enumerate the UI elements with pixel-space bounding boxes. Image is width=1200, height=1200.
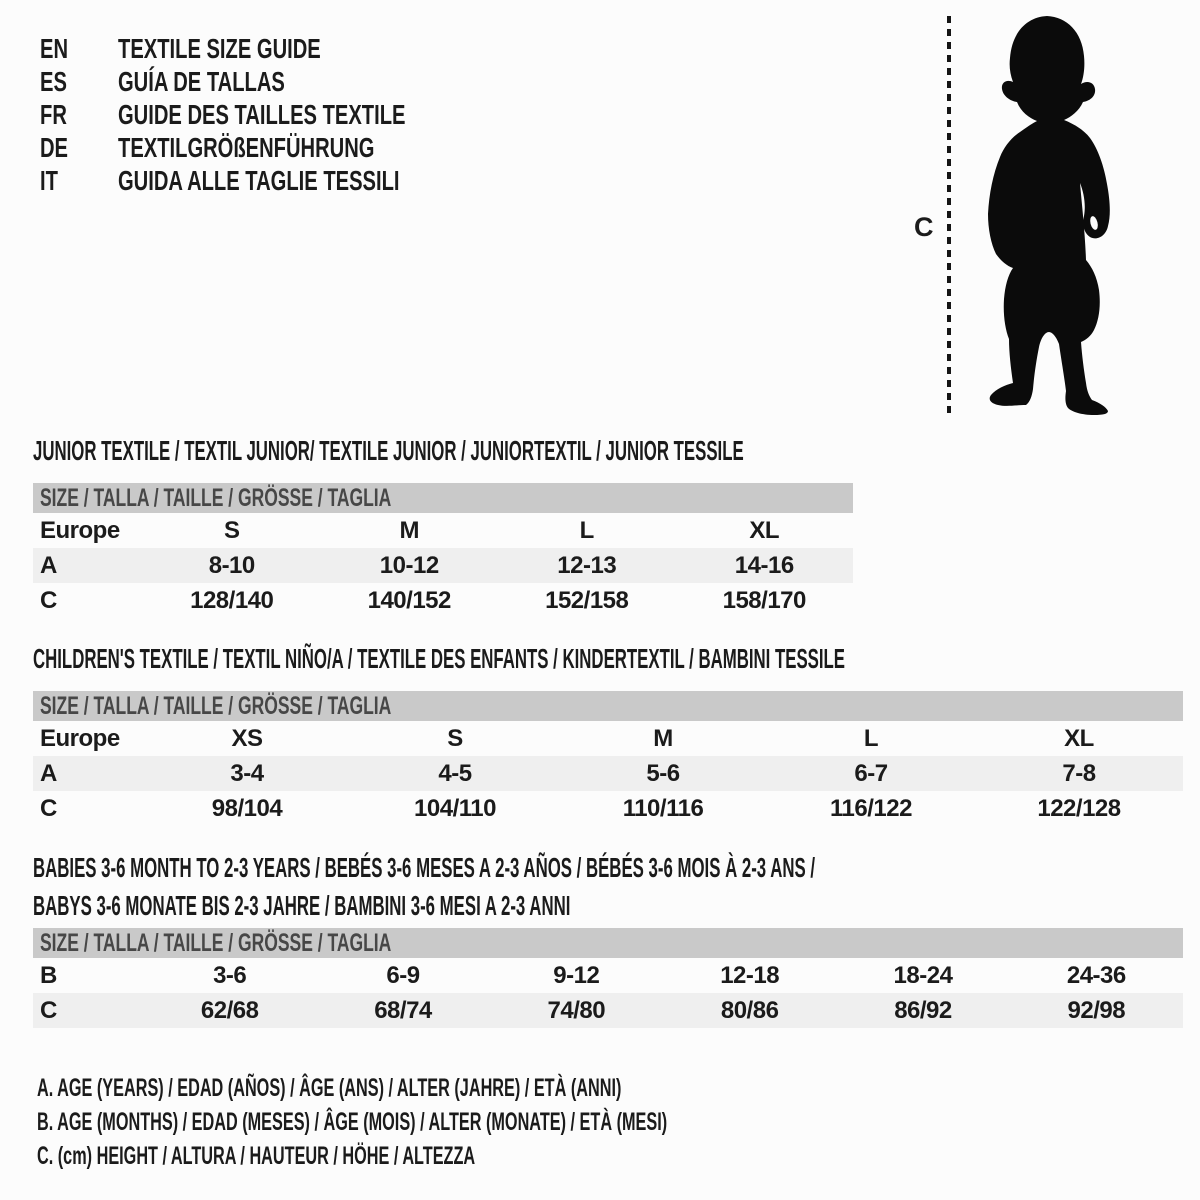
height-cell: 74/80 xyxy=(547,996,606,1024)
height-cell: 140/152 xyxy=(367,586,451,614)
language-label-es: GUÍA DE TALLAS xyxy=(118,65,285,97)
age-cell: 7-8 xyxy=(1062,759,1096,787)
months-cell: 18-24 xyxy=(893,961,953,989)
row-label: A xyxy=(40,759,57,787)
table-row-junior-europe xyxy=(33,513,853,548)
babies-section-title-line2: BABYS 3-6 MONATE BIS 2-3 JAHRE / BAMBINI 3-6 MESI A 2-3 ANNI xyxy=(33,890,571,921)
table-row-children-europe xyxy=(33,721,1183,756)
table-row-babies-months xyxy=(33,958,1183,993)
height-cell: 80/86 xyxy=(720,996,779,1024)
height-measure-figure xyxy=(0,0,1200,440)
months-cell: 9-12 xyxy=(553,961,600,989)
children-size-header-text: SIZE / TALLA / TAILLE / GRÖSSE / TAGLIA xyxy=(40,691,392,720)
legend-line-age-years: A. AGE (YEARS) / EDAD (AÑOS) / ÂGE (ANS) / ALTER (JAHRE) / ETÀ (ANNI) xyxy=(37,1074,622,1102)
children-section-title: CHILDREN'S TEXTILE / TEXTIL NIÑO/A / TEXTILE DES ENFANTS / KINDERTEXTIL / BAMBINI TESSILE xyxy=(33,643,846,674)
language-label-fr: GUIDE DES TAILLES TEXTILE xyxy=(118,98,406,130)
junior-size-header-bar xyxy=(33,483,853,513)
language-label-de: TEXTILGRÖßENFÜHRUNG xyxy=(118,131,375,163)
height-cell: 86/92 xyxy=(894,996,952,1024)
table-row-children-age xyxy=(33,756,1183,791)
size-cell: S xyxy=(447,724,463,752)
language-code-de: DE xyxy=(40,131,69,163)
row-label: Europe xyxy=(40,724,120,752)
row-label: C xyxy=(40,586,57,614)
size-cell: M xyxy=(399,516,419,544)
size-cell: L xyxy=(579,516,594,544)
junior-size-header-text: SIZE / TALLA / TAILLE / GRÖSSE / TAGLIA xyxy=(40,483,392,512)
language-code-en: EN xyxy=(40,32,69,64)
size-cell: L xyxy=(863,724,879,752)
legend-line-height-cm: C. (cm) HEIGHT / ALTURA / HAUTEUR / HÖHE / ALTEZZA xyxy=(37,1142,476,1170)
language-code-it: IT xyxy=(40,164,58,196)
table-row-children-height xyxy=(33,791,1183,826)
months-cell: 6-9 xyxy=(386,961,420,989)
height-cell: 92/98 xyxy=(1067,996,1126,1024)
table-row-junior-age xyxy=(33,548,853,583)
size-cell: XL xyxy=(1064,724,1094,752)
babies-title-wrap xyxy=(33,849,1183,925)
row-label: C xyxy=(40,996,57,1024)
language-label-it: GUIDA ALLE TAGLIE TESSILI xyxy=(118,164,400,196)
babies-size-header-text: SIZE / TALLA / TAILLE / GRÖSSE / TAGLIA xyxy=(40,928,392,957)
language-code-es: ES xyxy=(40,65,67,97)
language-label-en: TEXTILE SIZE GUIDE xyxy=(118,32,321,64)
measure-label-c: C xyxy=(914,212,934,242)
height-cell: 104/110 xyxy=(414,794,496,822)
height-cell: 98/104 xyxy=(211,794,283,822)
size-cell: M xyxy=(653,724,673,752)
height-cell: 152/158 xyxy=(545,586,629,614)
height-cell: 128/140 xyxy=(190,586,274,614)
section-children-textile xyxy=(33,644,1183,826)
junior-section-title: JUNIOR TEXTILE / TEXTIL JUNIOR/ TEXTILE JUNIOR / JUNIORTEXTIL / JUNIOR TESSILE xyxy=(33,435,744,466)
height-cell: 158/170 xyxy=(722,586,806,614)
language-code-fr: FR xyxy=(40,98,67,130)
height-cell: 110/116 xyxy=(622,794,704,822)
age-cell: 4-5 xyxy=(438,759,472,787)
size-cell: XL xyxy=(749,516,780,544)
row-label: C xyxy=(40,794,57,822)
section-babies-textile xyxy=(33,849,1183,1028)
size-cell: XS xyxy=(231,724,263,752)
age-cell: 12-13 xyxy=(557,551,617,579)
age-cell: 8-10 xyxy=(208,551,255,579)
height-measure-dashed-line xyxy=(947,16,951,418)
row-label: A xyxy=(40,551,57,579)
junior-title-wrap xyxy=(33,436,853,466)
age-cell: 5-6 xyxy=(646,759,680,787)
months-cell: 24-36 xyxy=(1066,961,1126,989)
age-cell: 3-4 xyxy=(230,759,264,787)
babies-section-title-line1: BABIES 3-6 MONTH TO 2-3 YEARS / BEBÉS 3-6 MESES A 2-3 AÑOS / BÉBÉS 3-6 MOIS À 2-3 ANS / xyxy=(33,852,816,883)
legend-line-age-months: B. AGE (MONTHS) / EDAD (MESES) / ÂGE (MOIS) / ALTER (MONATE) / ETÀ (MESI) xyxy=(37,1108,668,1136)
months-cell: 3-6 xyxy=(213,961,247,989)
table-row-junior-height xyxy=(33,583,853,618)
size-cell: S xyxy=(223,516,240,544)
toddler-silhouette-icon xyxy=(963,14,1133,416)
children-size-header-bar xyxy=(33,691,1183,721)
babies-size-header-bar xyxy=(33,928,1183,958)
row-label: Europe xyxy=(40,516,120,544)
height-cell: 116/122 xyxy=(830,794,912,822)
months-cell: 12-18 xyxy=(720,961,780,989)
row-label: B xyxy=(40,961,57,989)
age-cell: 14-16 xyxy=(734,551,794,579)
height-cell: 62/68 xyxy=(200,996,259,1024)
age-cell: 6-7 xyxy=(854,759,888,787)
age-cell: 10-12 xyxy=(379,551,439,579)
legend xyxy=(37,1071,1006,1173)
height-cell: 122/128 xyxy=(1037,794,1121,822)
section-junior-textile xyxy=(33,436,853,618)
children-title-wrap xyxy=(33,644,1183,674)
table-row-babies-height xyxy=(33,993,1183,1028)
height-cell: 68/74 xyxy=(374,996,432,1024)
